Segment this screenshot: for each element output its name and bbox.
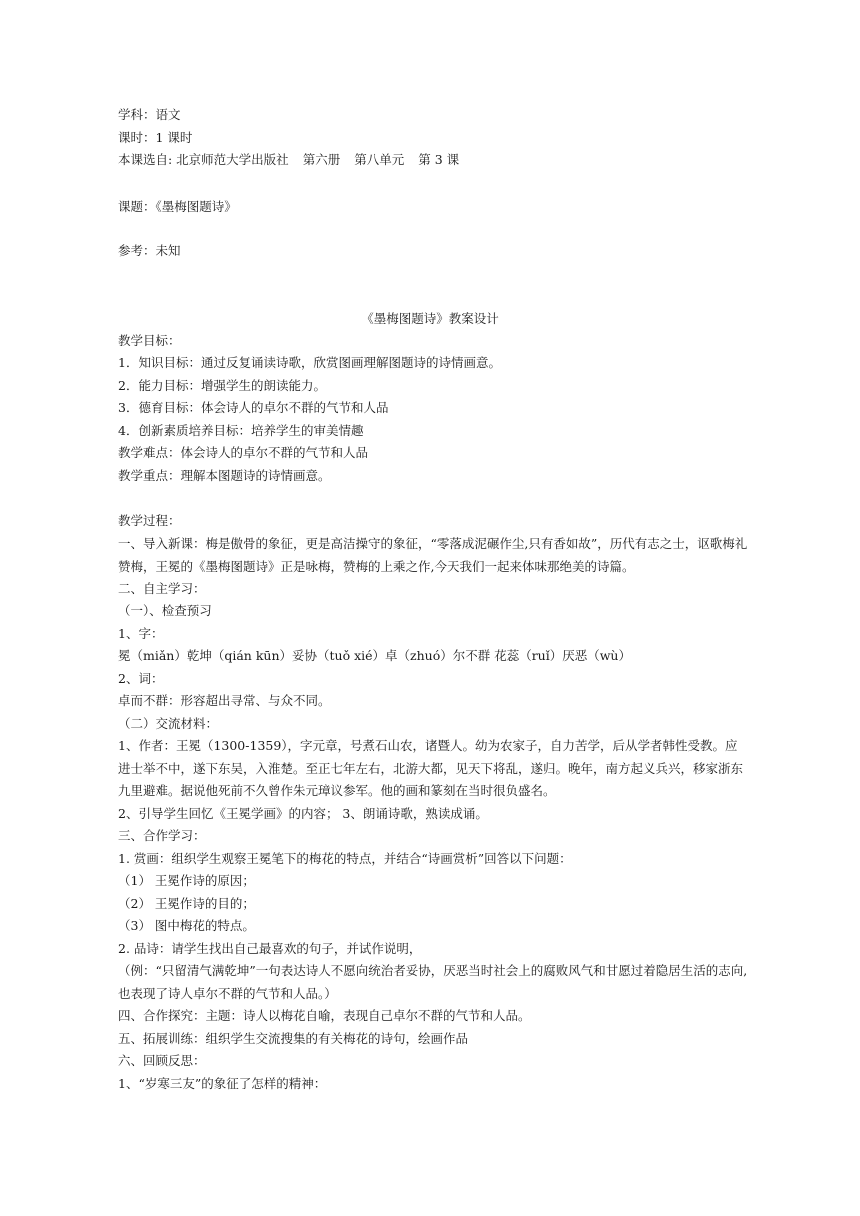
- text-line: 3．德育目标：体会诗人的卓尔不群的气节和人品: [118, 400, 389, 415]
- text-line: 2、词：: [118, 671, 164, 686]
- text-line: 1、“岁寒三友”的象征了怎样的精神：: [118, 1076, 327, 1091]
- text-line: 冕（miǎn）乾坤（qián kūn）妥协（tuǒ xié）卓（zhuó）尔不群 花蕊（ruǐ）厌恶（wù）: [118, 648, 631, 663]
- source-prefix: 本课选自: 北京师范大学出版社: [118, 152, 289, 167]
- text-line: 1. 赏画：组织学生观察王冕笔下的梅花的特点，并结合“诗画赏析”回答以下问题：: [118, 851, 572, 866]
- text-line: 三、合作学习：: [118, 828, 206, 843]
- text-line: （二）交流材料：: [118, 716, 219, 731]
- period-line: 课时：1 课时: [118, 130, 193, 145]
- text-line: 六、回顾反思：: [118, 1053, 206, 1068]
- text-line: 卓而不群：形容超出寻常、与众不同。: [118, 693, 331, 708]
- author-paragraph: 1、作者：王冕（1300-1359），字元章，号煮石山农，诸暨人。幼为农家子，自力苦学，后从学者韩性受教。应进士举不中，遂下东吴，入淮楚。至正七年左右，北游大都，见天下将乱，遂归。晚年，南方起义兵兴，移家浙东九里避难。据说他死前不久曾作朱元璋议参军。他的画和篆刻在当时很负盛名。: [118, 738, 744, 798]
- text-line: 二、自主学习：: [118, 581, 206, 596]
- source-unit: 第八单元: [354, 152, 405, 167]
- text-line: 教学重点：理解本图题诗的诗情画意。: [118, 468, 331, 483]
- intro-paragraph: 一、导入新课：梅是傲骨的象征，更是高洁操守的象征，“零落成泥碾作尘,只有香如故”，历代有志之士，讴歌梅礼赞梅，王冕的《墨梅图题诗》正是咏梅，赞梅的上乘之作,今天我们一起来体味那绝美的诗篇。: [118, 536, 748, 574]
- reference-line: 参考：未知: [118, 243, 181, 258]
- example-paragraph: （例：“只留清气满乾坤”一句表达诗人不愿向统治者妥协，厌恶当时社会上的腐败风气和甘愿过着隐居生活的志向,也表现了诗人卓尔不群的气节和人品。）: [118, 963, 748, 1001]
- text-line: 教学难点：体会诗人的卓尔不群的气节和人品: [118, 445, 369, 460]
- text-line: 2、引导学生回忆《王冕学画》的内容； 3、朗诵诗歌，熟读成诵。: [118, 806, 488, 821]
- topic-line: 课题：《墨梅图题诗》: [118, 199, 237, 214]
- text-line: 五、拓展训练：组织学生交流搜集的有关梅花的诗句，绘画作品: [118, 1031, 469, 1046]
- text-line: 1、字：: [118, 626, 164, 641]
- source-lesson: 第 3 课: [418, 152, 460, 167]
- text-line: 四、合作探究：主题：诗人以梅花自喻，表现自己卓尔不群的气节和人品。: [118, 1008, 531, 1023]
- subject-line: 学科：语文: [118, 107, 181, 122]
- text-line: 教学目标：: [118, 333, 181, 348]
- source-volume: 第六册: [302, 152, 341, 167]
- text-line: （1） 王冕作诗的原因；: [118, 873, 255, 888]
- text-line: 2. 品诗：请学生找出自己最喜欢的句子，并试作说明，: [118, 941, 422, 956]
- text-line: （3） 图中梅花的特点。: [118, 918, 255, 933]
- text-line: 2．能力目标：增强学生的朗读能力。: [118, 378, 326, 393]
- source-line: [118, 149, 459, 171]
- text-line: （一）、检查预习: [118, 603, 212, 618]
- text-line: 4．创新素质培养目标：培养学生的审美情趣: [118, 423, 364, 438]
- process-label: 教学过程：: [118, 513, 181, 528]
- text-line: （2） 王冕作诗的目的；: [118, 896, 255, 911]
- document-title: 《墨梅图题诗》教案设计: [361, 311, 499, 326]
- text-line: 1．知识目标：通过反复诵读诗歌，欣赏图画理解图题诗的诗情画意。: [118, 355, 501, 370]
